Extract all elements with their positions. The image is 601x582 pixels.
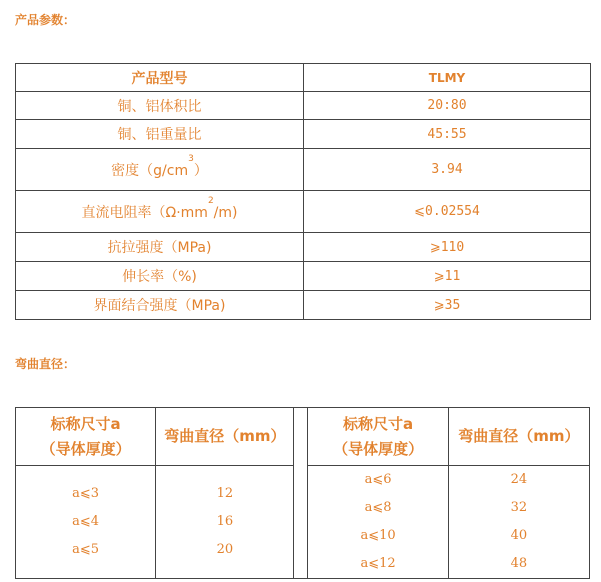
- left-diameters-cell: [156, 466, 294, 579]
- right-sizes-cell: [308, 466, 448, 579]
- header-line: 标称尺寸a: [343, 414, 414, 433]
- param-value: 45:55: [304, 120, 591, 149]
- param-label-post: /m): [213, 205, 238, 221]
- param-value: 3.94: [304, 149, 591, 191]
- params-row: [16, 191, 591, 233]
- param-label: 铜、铝体积比: [16, 92, 304, 120]
- left-sizes-cell: [16, 466, 156, 579]
- header-line: （导体厚度）: [40, 439, 131, 458]
- diameter-value: 24: [510, 472, 528, 487]
- params-row: [16, 291, 591, 320]
- params-header-label: 产品型号: [16, 64, 304, 92]
- param-label: 伸长率（%): [16, 262, 304, 291]
- header-line: 标称尺寸a: [50, 414, 121, 433]
- params-header-row: [16, 64, 591, 92]
- param-value: 20:80: [304, 92, 591, 120]
- section-title-params: 产品参数：: [15, 13, 76, 27]
- param-label-sup: 2: [207, 196, 214, 206]
- param-label: 铜、铝重量比: [16, 120, 304, 149]
- diameter-value: 32: [510, 500, 528, 515]
- params-row: [16, 262, 591, 291]
- bend-header-row: [16, 408, 590, 466]
- param-value: ⩽0.02554: [304, 191, 591, 233]
- diameter-value: 20: [216, 542, 234, 557]
- bend-diameter-table: [15, 407, 590, 579]
- params-row: [16, 120, 591, 149]
- param-value: ⩾110: [304, 233, 591, 262]
- param-label-pre: 密度（g/cm: [111, 163, 189, 179]
- header-line: （导体厚度）: [333, 439, 424, 458]
- param-value: ⩾11: [304, 262, 591, 291]
- size-value: a⩽5: [72, 542, 100, 557]
- param-label: 界面结合强度（MPa): [16, 291, 304, 320]
- right-diameters-cell: [448, 466, 589, 579]
- param-label-sup: 3: [188, 154, 194, 164]
- size-value: a⩽4: [72, 514, 100, 529]
- size-value: a⩽12: [360, 556, 396, 571]
- table-divider: [294, 408, 308, 579]
- size-value: a⩽6: [364, 472, 392, 487]
- diameter-value: 16: [216, 514, 234, 529]
- diameter-value: 48: [510, 556, 528, 571]
- params-row: [16, 92, 591, 120]
- param-label: 抗拉强度（MPa): [16, 233, 304, 262]
- param-label-pre: 直流电阻率（Ω·mm: [81, 205, 208, 221]
- left-size-header: [16, 408, 156, 466]
- params-header-value: TLMY: [304, 64, 591, 92]
- right-size-header: [308, 408, 448, 466]
- diameter-value: 12: [216, 486, 234, 501]
- section-title-bend: 弯曲直径：: [15, 357, 76, 371]
- param-label-post: ）: [193, 163, 208, 179]
- param-label-density: [16, 149, 304, 191]
- left-diameter-header: 弯曲直径（mm）: [156, 408, 294, 466]
- right-diameter-header: 弯曲直径（mm）: [448, 408, 589, 466]
- param-label-resistivity: [16, 191, 304, 233]
- params-row: [16, 233, 591, 262]
- param-value: ⩾35: [304, 291, 591, 320]
- diameter-value: 40: [510, 528, 528, 543]
- params-table: [15, 63, 591, 320]
- size-value: a⩽3: [72, 486, 100, 501]
- size-value: a⩽8: [364, 500, 392, 515]
- size-value: a⩽10: [360, 528, 396, 543]
- params-row: [16, 149, 591, 191]
